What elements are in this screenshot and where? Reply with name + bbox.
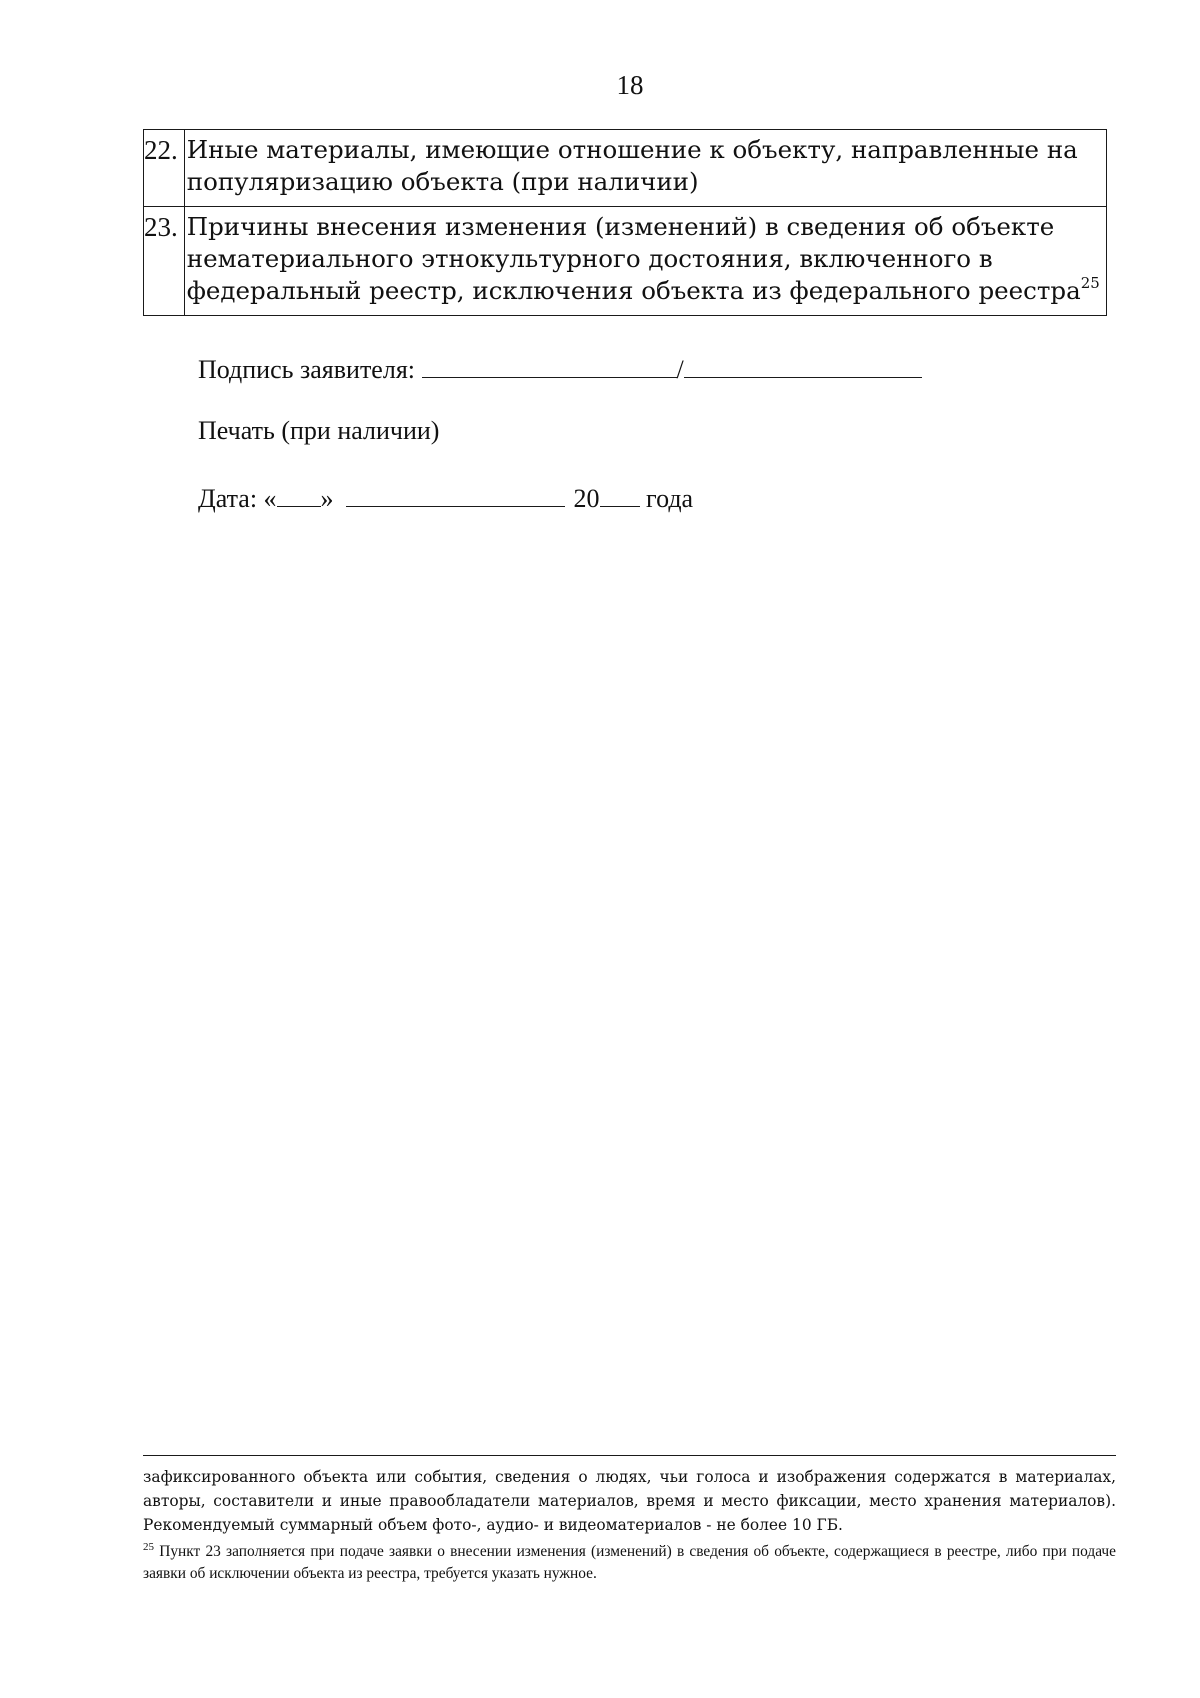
row-description — [184, 207, 1106, 316]
table-row — [144, 130, 1107, 207]
footnote-25 — [143, 1541, 1116, 1585]
row-number: 23. — [144, 207, 185, 316]
row-description-line: Иные материалы, имеющие отношение к объекту, направленные на — [186, 135, 1078, 164]
footnote-continuation: зафиксированного объекта или события, сведения о людях, чьи голоса и изображения содержатся в материалах, авторы, составители и иные правообладатели материалов, время и место фиксации, место хранения материалов). Рекомендуемый суммарный объем фото-, аудио- и видеоматериалов - не более 10 ГБ. — [143, 1468, 1116, 1534]
row-description-line: Причины внесения изменения (изменений) в сведения об объекте — [186, 212, 1055, 241]
row-description-line: нематериального этнокультурного достояния, включенного в — [186, 244, 993, 273]
row-description-text: федеральный реестр, исключения объекта из федерального реестра — [186, 276, 1081, 305]
application-form-table — [143, 129, 1107, 316]
signature-blank[interactable] — [422, 352, 677, 378]
date-year-suffix: года — [646, 484, 694, 513]
date-day-blank[interactable] — [277, 481, 321, 507]
footnote-reference: 25 — [1080, 274, 1100, 292]
signature-separator: / — [676, 355, 684, 384]
seal-line — [198, 416, 439, 446]
footnotes — [143, 1465, 1116, 1600]
table-row — [144, 207, 1107, 316]
signature-name-blank[interactable] — [684, 352, 922, 378]
date-year-blank[interactable] — [600, 481, 640, 507]
row-number: 22. — [144, 130, 185, 207]
date-label: Дата: « — [198, 484, 277, 513]
seal-label: Печать (при наличии) — [198, 416, 440, 445]
footnote-separator — [143, 1455, 1116, 1456]
row-description — [184, 130, 1106, 207]
footnote-25-marker: 25 — [143, 1541, 154, 1553]
footnote-25-text: Пункт 23 заполняется при подаче заявки о внесении изменения (изменений) в сведения об объекте, содержащиеся в реестре, либо при подаче заявки об исключении объекта из реестра, требуется указать нужное. — [143, 1543, 1116, 1582]
date-month-blank[interactable] — [346, 481, 565, 507]
row-description-line: популяризацию объекта (при наличии) — [186, 167, 699, 196]
signature-line — [198, 352, 922, 385]
date-close-quote: » — [320, 484, 334, 513]
signature-label: Подпись заявителя: — [198, 355, 416, 384]
date-year-prefix: 20 — [573, 484, 600, 513]
row-description-line — [187, 275, 1100, 307]
date-line — [198, 481, 693, 514]
page-number: 18 — [616, 70, 644, 100]
